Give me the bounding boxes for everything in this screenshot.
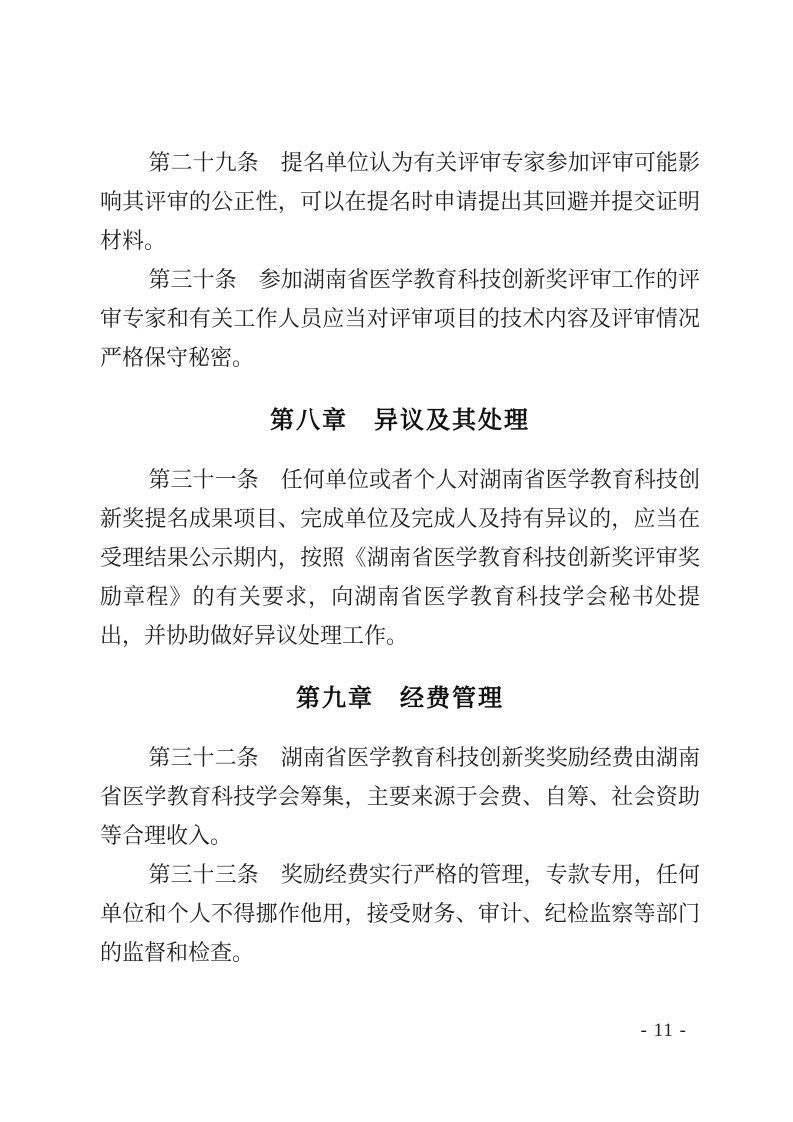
- document-body: [100, 143, 700, 972]
- article-30-paragraph: 第三十条 参加湖南省医学教育科技创新奖评审工作的评审专家和有关工作人员应当对评审项目的技术内容及评审情况严格保守秘密。: [100, 267, 700, 370]
- article-33-paragraph: 第三十三条 奖励经费实行严格的管理，专款专用，任何单位和个人不得挪作他用，接受财务、审计、纪检监察等部门的监督和检查。: [100, 862, 700, 965]
- article-31-paragraph: 第三十一条 任何单位或者个人对湖南省医学教育科技创新奖提名成果项目、完成单位及完成人及持有异议的，应当在受理结果公示期内，按照《湖南省医学教育科技创新奖评审奖励章程》的有关要求，向湖南省医学教育科技学会秘书处提出，并协助做好异议处理工作。: [100, 467, 700, 648]
- page-number: - 11 -: [640, 1020, 687, 1041]
- chapter-9-heading: 第九章 经费管理: [296, 685, 504, 712]
- article-32-paragraph: 第三十二条 湖南省医学教育科技创新奖奖励经费由湖南省医学教育科技学会筹集，主要来源于会费、自筹、社会资助等合理收入。: [100, 745, 700, 848]
- chapter-8-heading: 第八章 异议及其处理: [270, 407, 530, 434]
- article-29-paragraph: 第二十九条 提名单位认为有关评审专家参加评审可能影响其评审的公正性，可以在提名时申请提出其回避并提交证明材料。: [100, 150, 700, 253]
